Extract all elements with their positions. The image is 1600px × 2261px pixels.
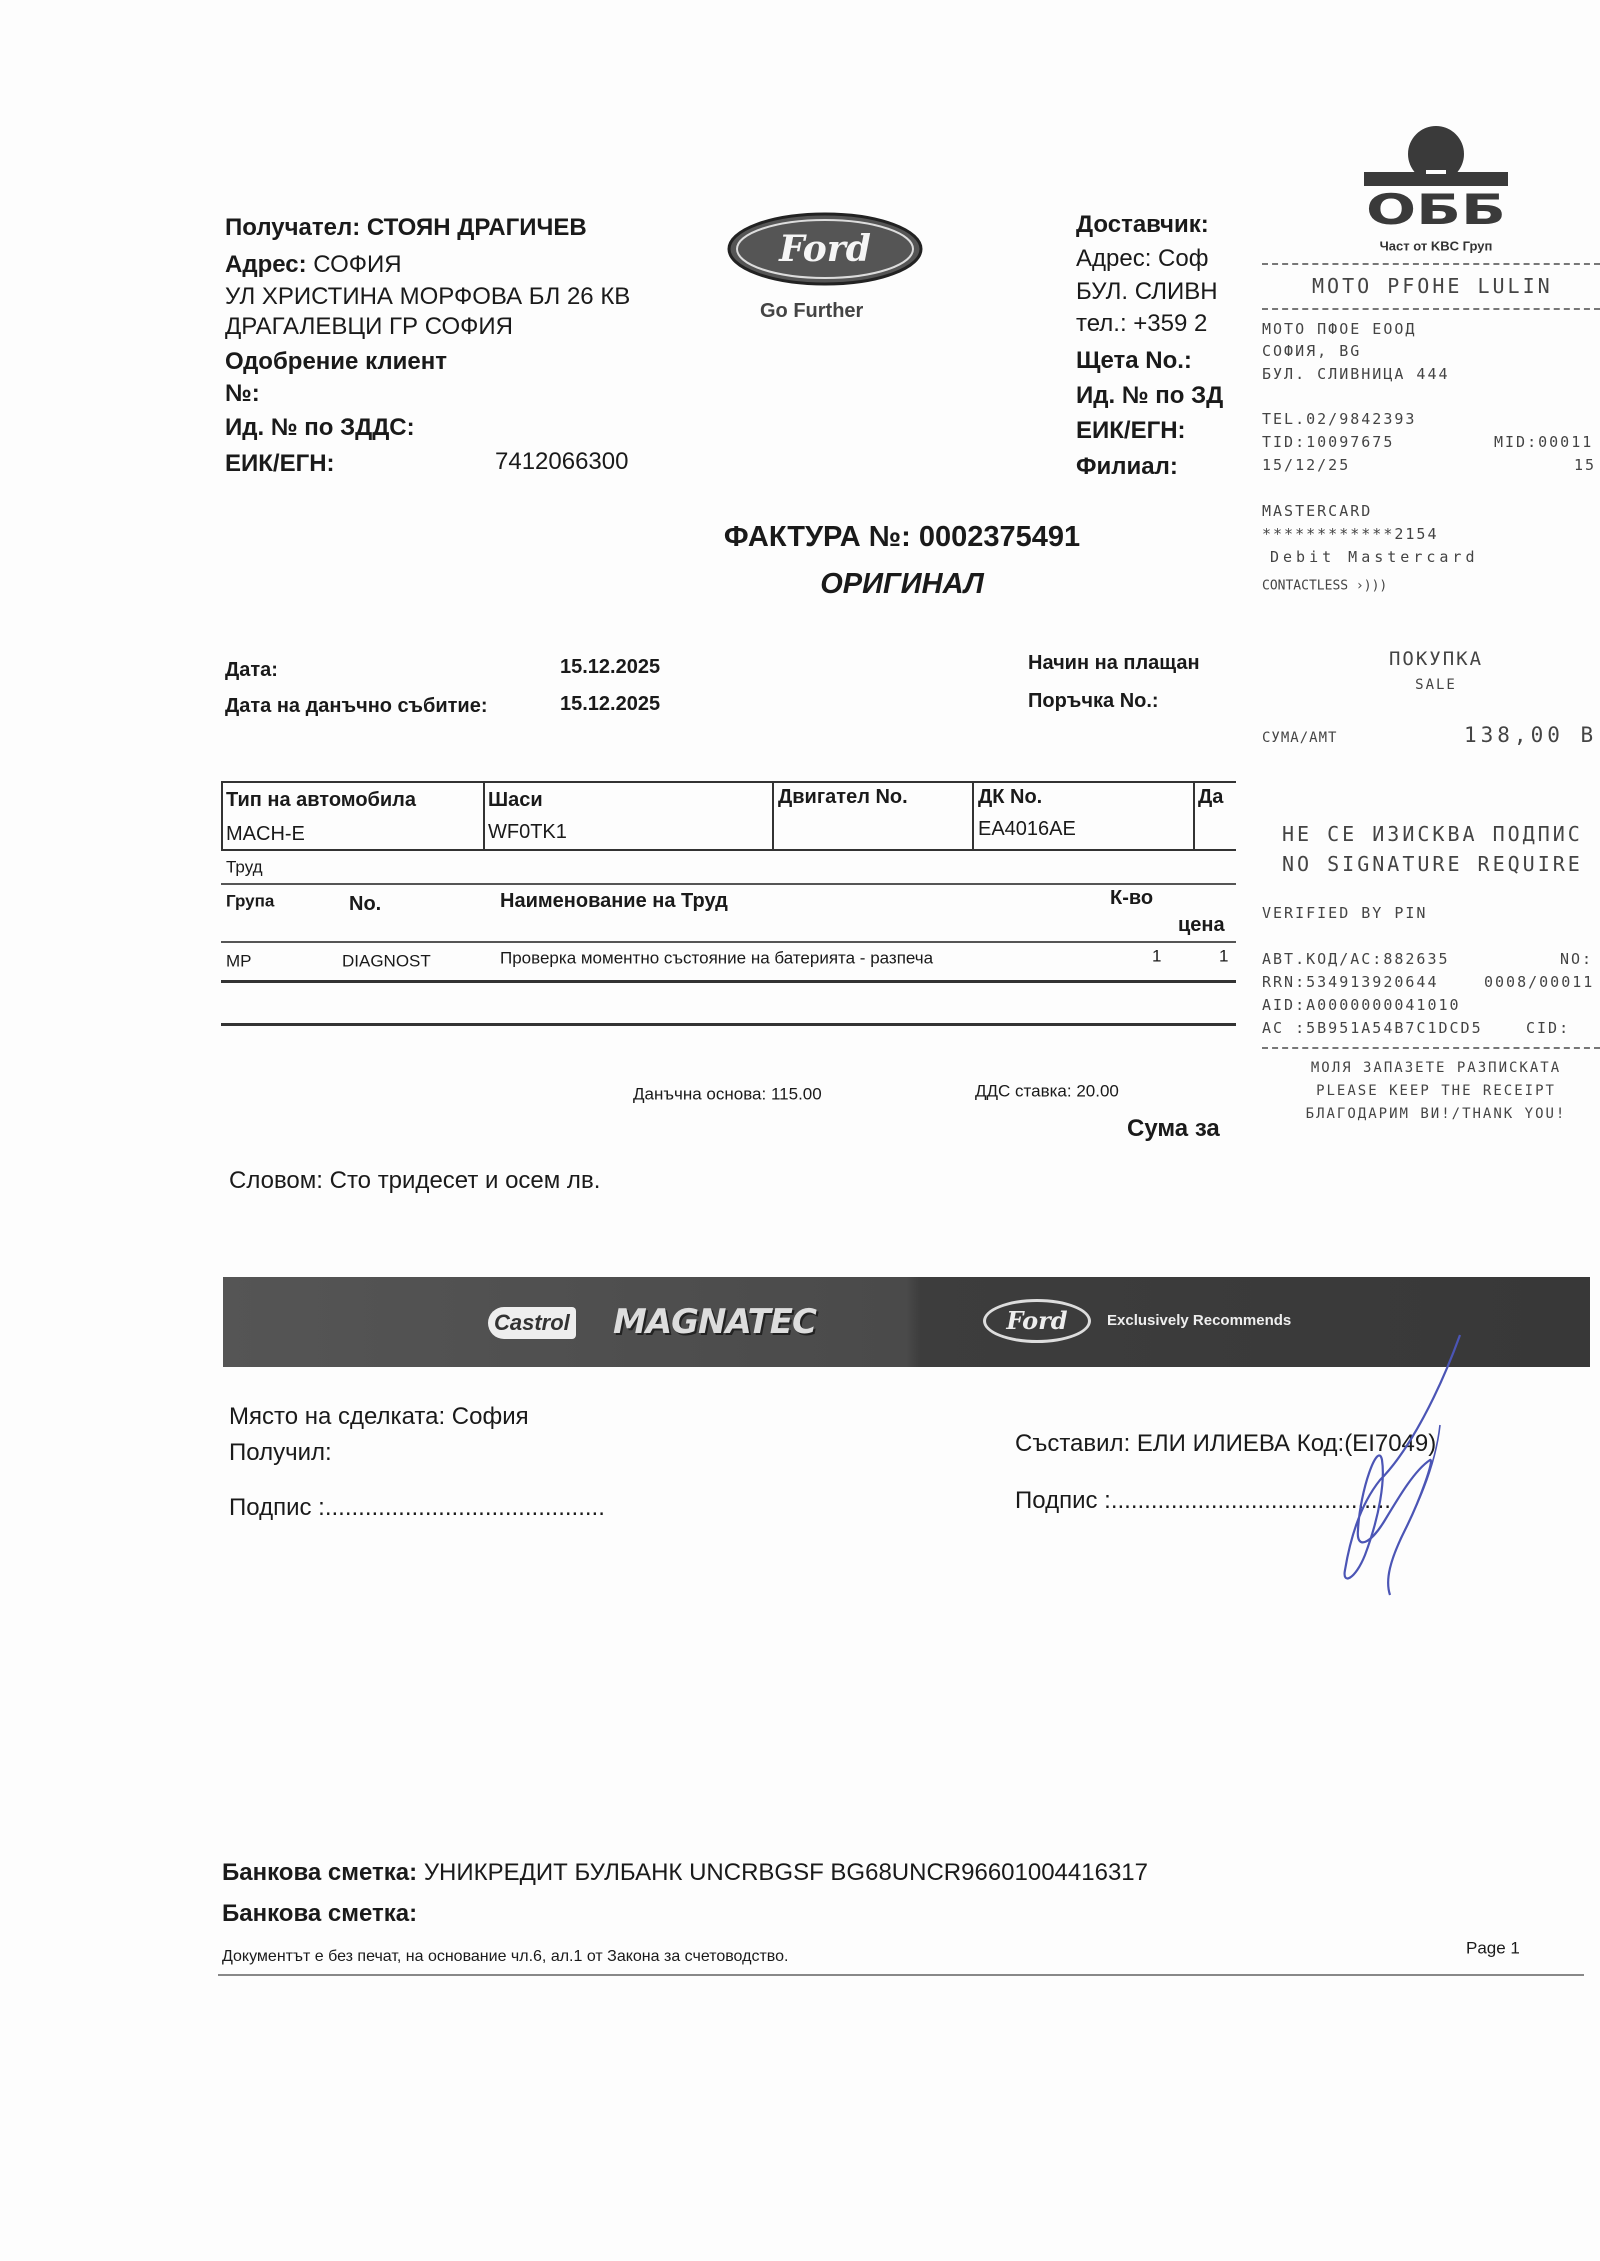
chassis-value: WF0TK1 (488, 821, 567, 843)
receipt-no: NO: (1560, 950, 1594, 968)
approval-no: №: (225, 379, 260, 407)
receipt-keep-bg: МОЛЯ ЗАПАЗЕТЕ РАЗПИСКАТА (1310, 1060, 1562, 1076)
bank-account-2-label: Банкова сметка: (222, 1899, 418, 1927)
receipt-rrn: RRN:534913920644 (1262, 973, 1439, 991)
eik-label: ЕИК/ЕГН: (225, 449, 335, 477)
receipt-auth-code: АВТ.КОД/АС:882635 (1262, 950, 1450, 968)
recipient-signature-line: Подпис :.......................................... (229, 1493, 605, 1521)
receipt-city: СОФИЯ, BG (1262, 342, 1362, 360)
svg-text:Ford: Ford (779, 228, 871, 270)
supplier-vat: Ид. № по ЗД (1076, 381, 1224, 409)
receipt-tel: TEL.02/9842393 (1262, 410, 1417, 428)
receipt-amount-label: СУМА/АМТ (1262, 730, 1338, 746)
invoice-copy-label: ОРИГИНАЛ (820, 568, 984, 601)
registration-value: EA4016AE (978, 818, 1076, 840)
composer-signature-line: Подпис :.......................................... (1015, 1486, 1391, 1514)
engine-header: Двигател No. (778, 786, 908, 808)
receipt-no-signature-en: NO SIGNATURE REQUIRE (1282, 852, 1583, 876)
tax-date-label: Дата на данъчно събитие: (225, 695, 488, 717)
sum-label: Сума за (1127, 1114, 1220, 1142)
receipt-street: БУЛ. СЛИВНИЦА 444 (1262, 365, 1450, 383)
supplier-branch: Филиал: (1076, 452, 1178, 480)
receipt-date: 15/12/25 (1262, 456, 1351, 474)
receipt-card: MASTERCARD (1262, 502, 1373, 520)
tax-base (633, 1086, 822, 1105)
ford-banner-logo: Ford (983, 1299, 1091, 1343)
receipt-mid: MID:00011 (1494, 433, 1594, 451)
date-label: Дата: (225, 659, 278, 681)
tax-base-value: 115.00 (770, 1084, 822, 1104)
vehicle-type-header: Тип на автомобила (226, 789, 417, 811)
labor-name-header: Наименование на Труд (500, 890, 728, 912)
ford-slogan: Go Further (760, 300, 864, 322)
receipt-no-signature-bg: НЕ СЕ ИЗИСКВА ПОДПИС (1282, 822, 1583, 846)
recipient-name: Получател: СТОЯН ДРАГИЧЕВ (225, 213, 587, 241)
magnatec-logo: MAGNATEC (613, 1302, 816, 1342)
registration-header: ДК No. (978, 786, 1043, 808)
deal-place: Място на сделката: София (229, 1402, 529, 1430)
bank-subtitle: Част от KBC Груп (1379, 238, 1493, 254)
vehicle-type-value: MACH-E (226, 823, 305, 845)
labor-no-header: No. (349, 893, 382, 915)
composed-by: Съставил: ЕЛИ ИЛИЕВА Код:(EI7049) (1015, 1429, 1437, 1457)
receipt-contactless: CONTACTLESS ›))) (1262, 578, 1388, 594)
receipt-card-type: Debit Mastercard (1270, 548, 1479, 566)
svg-text:ОББ: ОББ (1366, 185, 1506, 232)
supplier-eik: ЕИК/ЕГН: (1076, 416, 1186, 444)
card-receipt (1258, 120, 1600, 1135)
row-price: 1 (1219, 946, 1229, 966)
vat-rate-label: ДДС ставка: (975, 1081, 1072, 1101)
page-number: Page 1 (1466, 1938, 1520, 1958)
labor-group-header: Група (226, 891, 275, 911)
receipt-cid: CID: (1526, 1019, 1571, 1037)
invoice-title: ФАКТУРА №: 0002375491 (723, 521, 1081, 554)
receipt-operation-en: SALE (1415, 677, 1457, 693)
castrol-logo: Castrol (488, 1307, 576, 1339)
receipt-seq: 0008/00011 (1484, 973, 1595, 991)
receipt-operation: ПОКУПКА (1388, 648, 1484, 670)
receipt-thanks: БЛАГОДАРИМ ВИ!/THANK YOU! (1305, 1106, 1567, 1122)
amount-in-words: Словом: Сто тридесет и осем лв. (229, 1166, 601, 1194)
supplier-phone: тел.: +359 2 (1076, 309, 1208, 337)
date-value: 15.12.2025 (560, 656, 661, 678)
supplier-label: Доставчик: (1076, 210, 1209, 238)
receipt-pan: ************2154 (1262, 525, 1439, 543)
supplier-address: Адрес: Соф (1076, 244, 1209, 272)
tax-date-value: 15.12.2025 (560, 693, 661, 715)
vat-label: Ид. № по ЗДДС: (225, 413, 415, 441)
bank-account-1-label: Банкова сметка: (222, 1858, 418, 1886)
receipt-ac: AC :5B951A54B7C1DCD5 (1262, 1019, 1483, 1037)
tax-base-label: Данъчна основа: (633, 1084, 767, 1104)
receipt-merchant-title: MOTO PFOHE LULIN (1312, 274, 1553, 298)
legal-note: Документът е без печат, на основание чл.6, ал.1 от Закона за счетоводство. (222, 1948, 789, 1966)
row-qty: 1 (1152, 946, 1162, 966)
order-label: Поръчка No.: (1028, 690, 1159, 712)
banner-tagline: Exclusively Recommends (1107, 1312, 1292, 1329)
address-city: СОФИЯ (313, 250, 402, 278)
supplier-street: БУЛ. СЛИВН (1076, 277, 1218, 305)
vat-rate (975, 1083, 1119, 1102)
invoice-body (0, 0, 1236, 1200)
bank-account-1 (222, 1860, 1148, 1886)
receipt-amount: 138,00 B (1464, 723, 1598, 747)
address-line-2: ДРАГАЛЕВЦИ ГР СОФИЯ (225, 312, 513, 340)
date-column-header: Да (1198, 786, 1224, 808)
receipt-aid: AID:A0000000041010 (1262, 996, 1461, 1014)
labor-price-header: цена (1178, 914, 1225, 936)
receipt-verified: VERIFIED BY PIN (1262, 904, 1428, 922)
labor-section-label: Труд (226, 857, 263, 877)
row-group: MP (226, 951, 252, 971)
row-no: DIAGNOST (342, 951, 431, 971)
recipient-address (225, 252, 402, 278)
payment-method-label: Начин на плащан (1028, 652, 1200, 674)
row-name: Проверка моментно състояние на батерията - разпеча (500, 948, 934, 968)
ford-logo (727, 212, 923, 286)
chassis-header: Шаси (488, 789, 543, 811)
approval-label: Одобрение клиент (225, 347, 447, 375)
vat-rate-value: 20.00 (1076, 1081, 1119, 1101)
eik-value: 7412066300 (495, 447, 629, 475)
labor-qty-header: К-во (1110, 887, 1154, 909)
handwritten-signature (1290, 1330, 1470, 1600)
received-by: Получил: (229, 1438, 332, 1466)
address-line-1: УЛ ХРИСТИНА МОРФОВА БЛ 26 КВ (225, 282, 631, 310)
supplier-accounts: Щета No.: (1076, 346, 1192, 374)
receipt-keep-en: PLEASE KEEP THE RECEIPT (1316, 1083, 1556, 1099)
receipt-merchant: МОТО ПФОЕ ЕООД (1262, 320, 1417, 338)
receipt-time: 15 (1574, 456, 1597, 474)
receipt-tid: TID:10097675 (1262, 433, 1395, 451)
bank-account-1-value: УНИКРЕДИТ БУЛБАНК UNCRBGSF BG68UNCR96601004416317 (423, 1858, 1148, 1886)
obb-logo (1364, 124, 1508, 232)
address-label: Адрес: (225, 250, 307, 278)
